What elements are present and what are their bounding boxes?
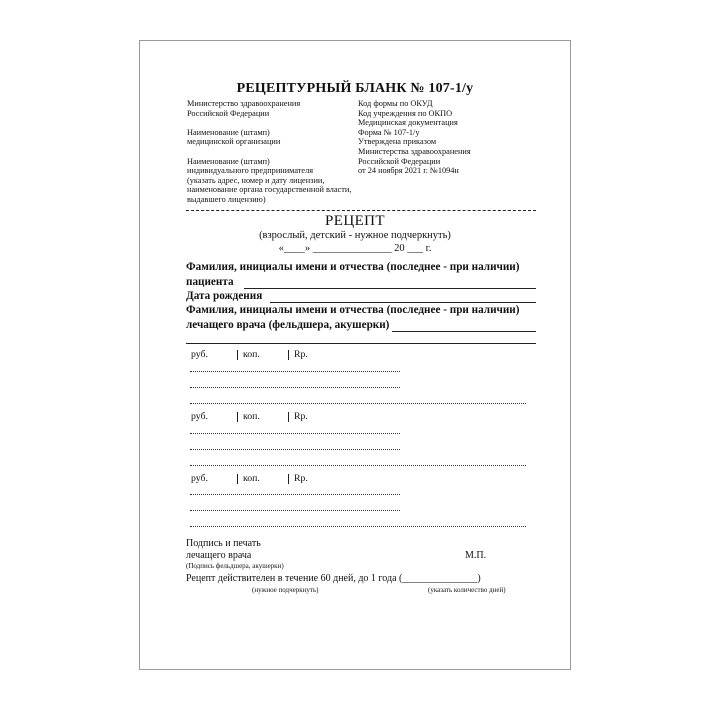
recipe-title: РЕЦЕПТ [325,213,385,229]
date-line: «____» _______________ 20 ___ г. [278,243,432,254]
right-header-line: от 24 ноября 2021 г. №1094н [358,166,459,176]
validity-note-left: (нужное подчеркнуть) [252,586,319,594]
rp-dotted-line[interactable] [190,465,526,466]
rub-label: руб. [191,473,208,484]
signature-note: (Подпись фельдшера, акушерки) [186,562,284,570]
price-separator [288,350,289,360]
rp-dotted-line[interactable] [190,433,400,434]
birth-date-field[interactable] [270,302,536,303]
recipe-subtitle: (взрослый, детский - нужное подчеркнуть) [259,230,451,241]
price-separator [237,412,238,422]
price-separator [288,474,289,484]
rub-label: руб. [191,411,208,422]
price-separator [288,412,289,422]
left-header-line: выдавшего лицензию) [187,195,266,204]
rub-label: руб. [191,349,208,360]
left-header-line: медицинской организации [187,137,281,147]
rp-dotted-line[interactable] [190,526,526,527]
price-separator [237,474,238,484]
form-title: РЕЦЕПТУРНЫЙ БЛАНК № 107-1/у [236,81,474,96]
right-header-line: Медицинская документация [358,118,458,128]
rp-dotted-line[interactable] [190,403,526,404]
rp-dotted-line[interactable] [190,494,400,495]
doctor-name-label: Фамилия, инициалы имени и отчества (последнее - при наличии) [186,304,520,316]
left-header-line: Наименование (штамп) [187,156,270,166]
left-header-line: индивидуального предпринимателя [187,166,314,176]
right-header-line: Министерства здравоохранения [358,147,471,156]
left-header-line: Российской Федерации [187,108,270,118]
rp-label: Rp. [294,411,308,422]
rp-dotted-line[interactable] [190,510,400,511]
rp-dotted-line[interactable] [190,449,400,450]
kop-label: коп. [243,349,260,360]
patient-name-field[interactable] [244,288,536,289]
birth-date-label: Дата рождения [186,290,263,302]
patient-label: пациента [186,276,234,288]
validity-text: Рецепт действителен в течение 60 дней, до 1 года (_______________) [186,573,481,584]
tear-off-dashed-line [186,210,536,211]
left-header-line: Наименование (штамп) [187,127,270,137]
prescription-form-sheet [139,40,571,670]
doctor-label: лечащего врача (фельдшера, акушерки) [186,319,390,331]
doctor-name-field-extra[interactable] [186,343,536,344]
doctor-name-field[interactable] [392,331,536,332]
rp-label: Rp. [294,473,308,484]
patient-name-label: Фамилия, инициалы имени и отчества (последнее - при наличии) [186,261,520,273]
signature-label: Подпись и печать [186,538,261,549]
right-header-line: Утверждена приказом [358,137,437,147]
kop-label: коп. [243,411,260,422]
validity-note-right: (указать количество дней) [428,586,506,594]
price-separator [237,350,238,360]
rp-label: Rp. [294,349,308,360]
rp-dotted-line[interactable] [190,387,400,388]
left-header-line: Министерство здравоохранения [187,99,301,108]
stamp-label: М.П. [465,550,487,561]
right-header-line: Российской Федерации [358,156,441,166]
left-header-line: (указать адрес, номер и дату лицензии, [187,175,325,185]
signature-doctor-label: лечащего врача [186,550,252,561]
left-header-line: наименование органа государственной власти, [187,185,352,195]
rp-dotted-line[interactable] [190,371,400,372]
right-header-line: Код формы по ОКУД [358,99,433,108]
kop-label: коп. [243,473,260,484]
right-header-line: Форма № 107-1/у [358,127,420,137]
right-header-line: Код учреждения по ОКПО [358,108,453,118]
